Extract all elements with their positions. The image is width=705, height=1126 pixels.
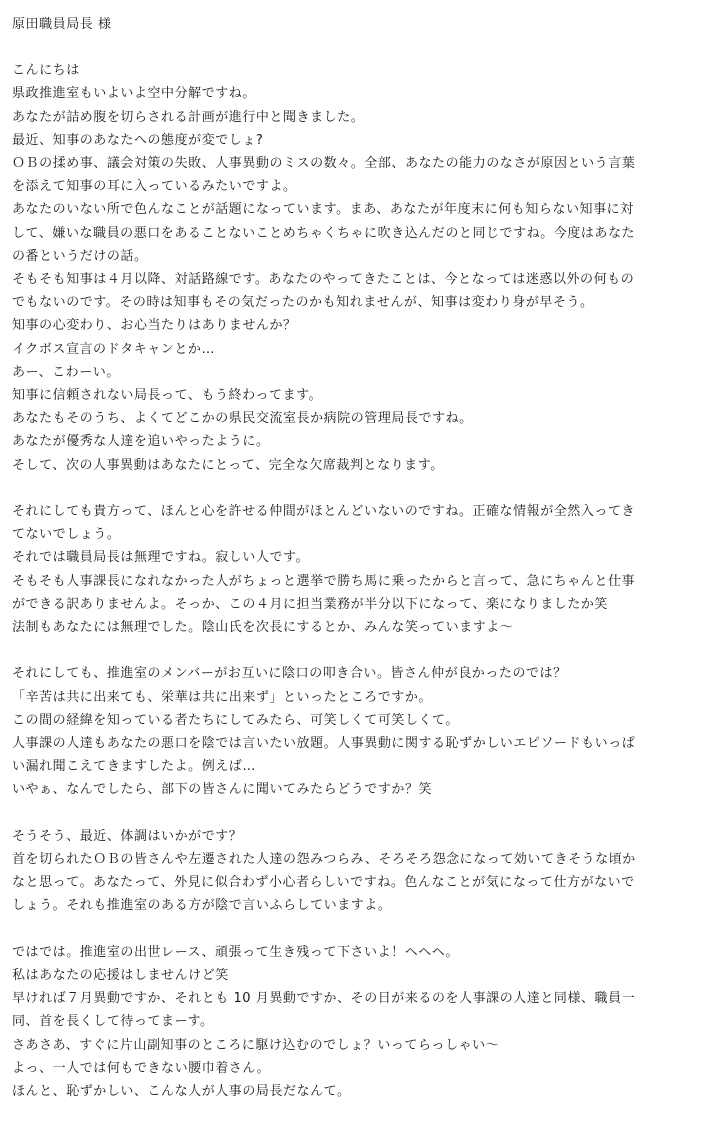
letter-line: そして、次の人事異動はあなたにとって、完全な欠席裁判となります。 [12, 457, 444, 473]
letter-paragraph [12, 662, 695, 801]
letter-line: てないでしょう。 [12, 527, 121, 543]
letter-line: イクボス宣言のドタキャンとか… [12, 341, 215, 357]
letter-line: それでは職員局長は無理ですね。寂しい人です。 [12, 550, 310, 566]
letter-line: いやぁ、なんでしたら、部下の皆さんに聞いてみたらどうですか？笑 [12, 782, 433, 798]
letter-line: ＯＢの揉め事、議会対策の失敗、人事異動のミスの数々。全部、あなたの能力のなさが原因という言葉 [12, 156, 636, 172]
letter-line: 県政推進室もいよいよ空中分解ですね。 [12, 86, 256, 102]
letter-line: 私はあなたの応援はしませんけど笑 [12, 968, 229, 984]
letter-paragraph [12, 500, 695, 639]
letter-line: あー、こわーい。 [12, 364, 120, 380]
letter-line: でもないのです。その時は知事もその気だったのかも知れませんが、知事は変わり身が早そう。 [12, 295, 594, 311]
letter-line: なと思って。あなたって、外見に似合わず小心者らしいですね。色んなことが気になって仕方がないで [12, 875, 635, 891]
letter-line: 早ければ７月異動ですか、それとも 10 月異動ですか、その日が来るのを人事課の人達と同様、職員一 [12, 991, 636, 1007]
letter-line: あなたが詰め腹を切らされる計画が進行中と聞きました。 [12, 109, 365, 125]
letter-line: 同、首を長くして待ってまーす。 [12, 1014, 214, 1030]
letter-line: ほんと、恥ずかしい、こんな人が人事の局長だなんて。 [12, 1084, 351, 1100]
letter-line: さあさあ、すぐに片山副知事のところに駆け込むのでしょ？いってらっしゃい～ [12, 1037, 500, 1053]
letter-line: あなたが優秀な人達を追いやったように。 [12, 434, 270, 450]
letter-body [12, 59, 695, 1103]
letter-line: い漏れ聞こえてきますしたよ。例えば… [12, 759, 256, 775]
letter-line: の番というだけの話。 [12, 248, 148, 264]
letter-line: そもそも人事課長になれなかった人がちょっと選挙で勝ち馬に乗ったからと言って、急にちゃんと仕事 [12, 573, 636, 589]
letter-paragraph [12, 59, 695, 477]
letter-line: 人事課の人達もあなたの悪口を陰では言いたい放題。人事異動に関する恥ずかしいエピソードもいっぱ [12, 736, 636, 752]
letter-line: 法制もあなたには無理でした。陰山氏を次長にするとか、みんな笑っていますよ～ [12, 620, 514, 636]
letter-addressee: 原田職員局長 様 [12, 17, 112, 32]
letter-line: この間の経緯を知っている者たちにしてみたら、可笑しくて可笑しくて。 [12, 712, 459, 728]
letter-line: こんにちは [12, 63, 80, 79]
letter-line: ではでは。推進室の出世レース、頑張って生き残って下さいよ！ヘヘヘ。 [12, 944, 459, 960]
letter-line: あなたのいない所で色んなことが話題になっています。まあ、あなたが年度末に何も知らない知事に対 [12, 202, 634, 218]
letter-line: 「辛苦は共に出来ても、栄華は共に出来ず」といったところですか。 [12, 689, 432, 705]
letter-line: を添えて知事の耳に入っているみたいですよ。 [12, 179, 297, 195]
letter-paragraph [12, 825, 695, 918]
letter-line: それにしても、推進室のメンバーがお互いに陰口の叩き合い。皆さん仲が良かったのでは？ [12, 666, 567, 682]
letter-line: そうそう、最近、体調はいかがです？ [12, 828, 243, 844]
letter-line: 最近、知事のあなたへの態度が変でしょ? [12, 132, 264, 148]
letter-line: 首を切られたＯＢの皆さんや左遷された人達の怨みつらみ、そろそろ怨念になって効いてきそうな頃か [12, 852, 636, 868]
letter-line: ができる訳ありませんよ。そっか、この４月に担当業務が半分以下になって、楽になりましたか笑 [12, 596, 608, 612]
letter-line: そもそも知事は４月以降、対話路線です。あなたのやってきたことは、今となっては迷惑以外の何もの [12, 272, 635, 288]
letter-line: あなたもそのうち、よくてどこかの県民交流室長か病院の管理局長ですね。 [12, 411, 473, 427]
letter-paragraph [12, 941, 695, 1103]
letter-line: して、嫌いな職員の悪口をあることないことめちゃくちゃに吹き込んだのと同じですね。今度はあなた [12, 225, 636, 241]
letter-line: それにしても貴方って、ほんと心を許せる仲間がほとんどいないのですね。正確な情報が全然入ってき [12, 504, 636, 520]
letter-line: 知事に信頼されない局長って、もう終わってます。 [12, 388, 323, 404]
letter-page [12, 13, 695, 1126]
letter-line: よっ、一人では何もできない腰巾着さん。 [12, 1060, 271, 1076]
letter-line: 知事の心変わり、お心当たりはありませんか？ [12, 318, 297, 334]
letter-line: しょう。それも推進室のある方が陰で言いふらしていますよ。 [12, 898, 392, 914]
